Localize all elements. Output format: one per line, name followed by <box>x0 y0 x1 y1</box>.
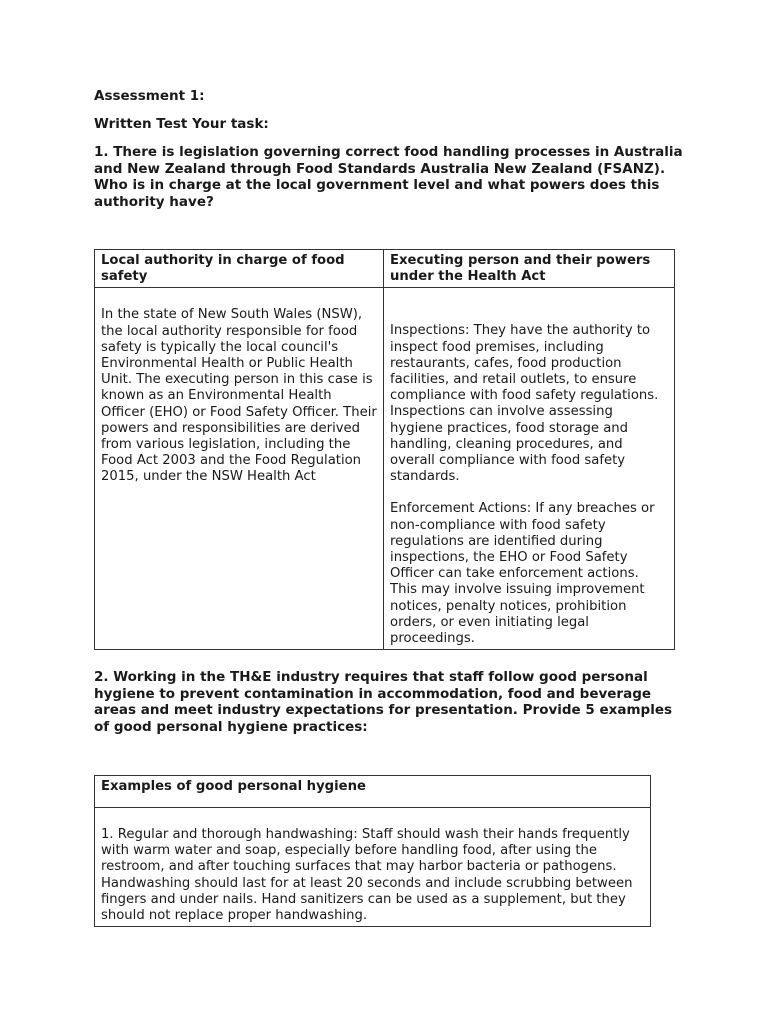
table-header-row <box>95 776 651 808</box>
table-header-row <box>95 250 675 288</box>
hygiene-table <box>94 775 651 927</box>
enforcement-text: Enforcement Actions: If any breaches or non-compliance with food safety regulations are identified during inspections, the EHO or Food Safety Officer can take enforcement actions. This may involve issuing improvement notices, penalty notices, prohibition orders, or even initiating legal proceedings. <box>390 501 655 647</box>
table-row <box>95 288 675 650</box>
question-1: 1. There is legislation governing correct food handling processes in Australia and New Zealand through Food Standards Australia New Zealand (FSANZ). Who is in charge at the local government level and what powers does this authority have? <box>94 144 683 210</box>
header-executing-person: Executing person and their powers under the Health Act <box>384 250 675 288</box>
authority-table <box>94 249 675 650</box>
local-authority-cell <box>95 288 384 650</box>
assessment-title: Assessment 1: <box>94 88 205 104</box>
hygiene-example-cell <box>95 808 651 927</box>
task-title: Written Test Your task: <box>94 116 269 132</box>
hygiene-example-1: 1. Regular and thorough handwashing: Staff should wash their hands frequently with warm water and soap, especially before handling food, after using the restroom, and after touching surfaces that may harbor bacteria or pathogens. Handwashing should last for at least 20 seconds and include scrubbing between fingers and under nails. Hand sanitizers can be used as a supplement, but they should not replace proper handwashing. <box>101 827 633 924</box>
local-authority-text: In the state of New South Wales (NSW), the local authority responsible for food safety is typically the local council's Environmental Health or Public Health Unit. The executing person in this case is known as an Environmental Health Officer (EHO) or Food Safety Officer. Their powers and responsibilities are derived from various legislation, including the Food Act 2003 and the Food Regulation 2015, under the NSW Health Act <box>101 307 377 485</box>
question-2: 2. Working in the TH&E industry requires that staff follow good personal hygiene to prevent contamination in accommodation, food and beverage areas and meet industry expectations for presentation. Provide 5 examples of good personal hygiene practices: <box>94 669 673 735</box>
table-row <box>95 808 651 927</box>
header-local-authority: Local authority in charge of food safety <box>95 250 384 288</box>
header-hygiene-examples: Examples of good personal hygiene <box>95 776 651 808</box>
powers-cell <box>384 288 675 650</box>
inspections-text: Inspections: They have the authority to inspect food premises, including restaurants, cafes, food production facilities, and retail outlets, to ensure compliance with food safety regulations. Inspections can involve assessing hygiene practices, food storage and handling, cleaning procedures, and overall compliance with food safety standards. <box>390 323 659 485</box>
